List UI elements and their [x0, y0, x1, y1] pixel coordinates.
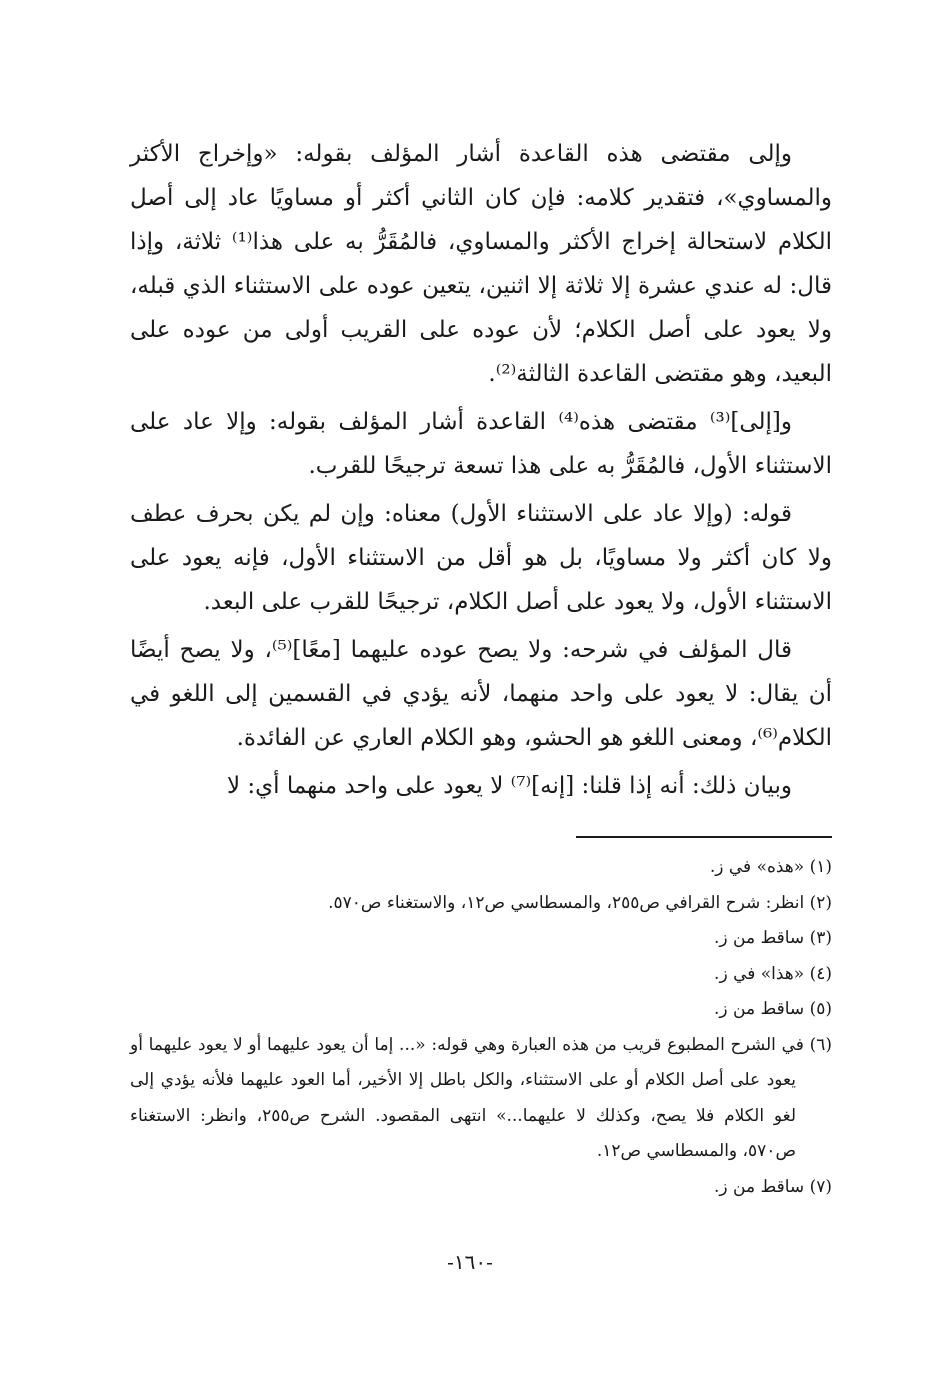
footnotes [130, 850, 832, 1205]
footnote-4: (٤) «هذا» في ز. [714, 963, 832, 984]
paragraph-4: قال المؤلف في شرحه: ولا يصح عوده عليهما [معًا]⁽⁵⁾، ولا يصح أيضًا أن يقال: لا يعود على واحد منهما، لأنه يؤدي في القسمين إلى اللغو في الكلام⁽⁶⁾، ومعنى اللغو هو الحشو، وهو الكلام العاري عن الفائدة. [130, 637, 832, 751]
footnote-3: (٣) ساقط من ز. [714, 928, 832, 948]
page-number: -١٦٠- [447, 1250, 493, 1274]
paragraph-5: وبيان ذلك: أنه إذا قلنا: [إنه]⁽⁷⁾ لا يعود على واحد منهما أي: لا [227, 773, 792, 799]
paragraph-2: و[إلى]⁽³⁾ مقتضى هذه⁽⁴⁾ القاعدة أشار المؤلف بقوله: وإلا عاد على الاستثناء الأول، فالمُقَرُّ به على هذا تسعة ترجيحًا للقرب. [130, 409, 832, 479]
footnote-1: (١) «هذه» في ز. [709, 857, 832, 877]
paragraph-1: وإلى مقتضى هذه القاعدة أشار المؤلف بقوله: «وإخراج الأكثر والمساوي»، فتقدير كلامه: فإن كان الثاني أكثر أو مساويًا عاد إلى أصل الكلام لاستحالة إخراج الأكثر والمساوي، فالمُقَرُّ به على هذا⁽¹⁾ ثلاثة، وإذا قال: له عندي عشرة إلا ثلاثة إلا اثنين، يتعين عوده على الاستثناء الذي قبله، ولا يعود على أصل الكلام؛ لأن عوده على القريب أولى من عوده على البعيد، وهو مقتضى القاعدة الثالثة⁽²⁾. [130, 141, 832, 387]
footnote-6: (٦) في الشرح المطبوع قريب من هذه العبارة وهي قوله: «... إما أن يعود عليهما أو لا يعود عليهما أو يعود على أصل الكلام أو على الاستثناء، والكل باطل إلا الأخير، أما العود عليهما فلأنه يؤدي إلى لغو الكلام فلا يصح، وكذلك لا عليهما...» انتهى المقصود. الشرح ص٢٥٥، وانظر: الاستغناء ص٥٧٠، والمسطاسي ص١٢. [130, 1034, 832, 1161]
footnote-5: (٥) ساقط من ز. [714, 999, 832, 1019]
main-text [130, 132, 832, 812]
footnote-divider [576, 836, 832, 838]
footnote-2: (٢) انظر: شرح القرافي ص٢٥٥، والمسطاسي ص١٢، والاستغناء ص٥٧٠. [328, 892, 832, 913]
footnote-7: (٧) ساقط من ز. [714, 1176, 832, 1197]
paragraph-3: قوله: (وإلا عاد على الاستثناء الأول) معناه: وإن لم يكن بحرف عطف ولا كان أكثر ولا مساويًا، بل هو أقل من الاستثناء الأول، فإنه يعود على الاستثناء الأول، ولا يعود على أصل الكلام، ترجيحًا للقرب على البعد. [130, 501, 832, 615]
